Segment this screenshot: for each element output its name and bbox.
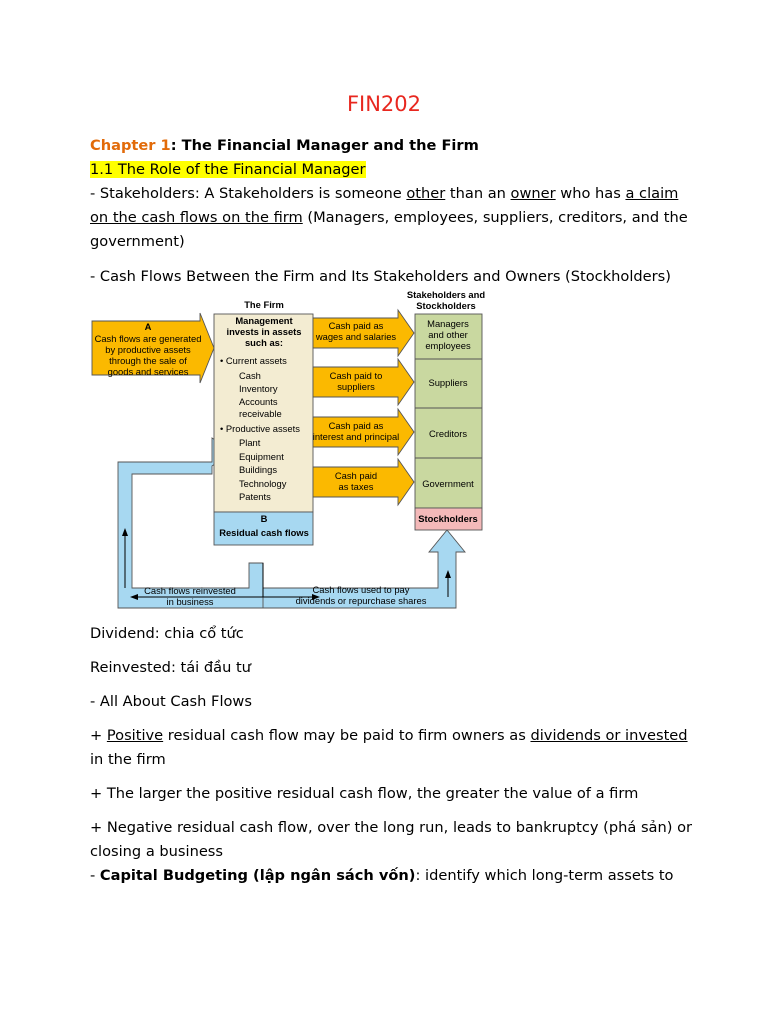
payment-wages-2: wages and salaries — [315, 331, 397, 342]
text-run-underlined: dividends or invested — [530, 727, 688, 744]
payment-taxes-2: as taxes — [338, 481, 374, 492]
stakeholder-managers-1: Managers — [427, 318, 469, 329]
text-run-underlined: Positive — [106, 727, 164, 744]
page-title: FIN202 — [346, 92, 422, 116]
current-item-accounts: Accounts — [239, 396, 278, 407]
stockholders-label: Stockholders — [418, 513, 478, 524]
arrow-a-line-4: goods and services — [107, 366, 189, 377]
negative-line-2: closing a business — [90, 843, 224, 860]
stakeholder-managers-2: and other — [428, 329, 468, 340]
productive-item-buildings: Buildings — [239, 464, 278, 475]
stakeholders-line-3 — [90, 232, 690, 252]
payment-taxes-1: Cash paid — [334, 470, 378, 481]
text-run-underlined: other — [406, 185, 446, 202]
text-run: - Stakeholders: A Stakeholders is someone — [90, 185, 407, 202]
productive-item-plant: Plant — [239, 437, 261, 448]
stakeholders-header-2: Stockholders — [416, 300, 476, 311]
dividends-label-2: dividends or repurchase shares — [295, 595, 427, 606]
text-run-bold: Capital Budgeting (lập ngân sách vốn) — [99, 867, 416, 884]
stakeholder-managers-3: employees — [425, 340, 471, 351]
payment-interest-1: Cash paid as — [328, 420, 384, 431]
payment-wages-1: Cash paid as — [328, 320, 384, 331]
text-run: : identify which long-term assets to — [415, 867, 674, 884]
negative-line-1: + Negative residual cash flow, over the long run, leads to bankruptcy (phá sản) or — [90, 819, 692, 836]
current-item-receivable: receivable — [239, 408, 282, 419]
text-run: + — [90, 727, 107, 744]
reinvest-label-1: Cash flows reinvested — [144, 585, 236, 596]
management-line-2: invests in assets — [226, 326, 302, 337]
current-item-inventory: Inventory — [239, 383, 278, 394]
dividend-line: Dividend: chia cổ tức — [90, 625, 244, 642]
b-label: B — [260, 513, 268, 524]
larger-line: + The larger the positive residual cash flow, the greater the value of a firm — [90, 785, 639, 802]
residual-label: Residual cash flows — [219, 527, 309, 538]
stakeholder-creditors: Creditors — [428, 428, 468, 439]
section-heading — [90, 160, 690, 180]
stakeholder-suppliers: Suppliers — [428, 377, 468, 388]
text-run: who has — [555, 185, 626, 202]
chapter-number: Chapter 1 — [90, 137, 171, 154]
arrow-a-line-3: through the sale of — [109, 355, 187, 366]
text-run: (Managers, employees, suppliers, creditors, and the — [302, 209, 688, 226]
text-run-underlined: a claim — [625, 185, 679, 202]
reinvest-label-2: in business — [166, 596, 214, 607]
chapter-title: : The Financial Manager and the Firm — [170, 137, 479, 154]
text-run: government) — [90, 233, 185, 250]
arrow-a-line-2: by productive assets — [105, 344, 191, 355]
firm-header: The Firm — [244, 299, 284, 310]
chapter-heading — [90, 136, 690, 156]
stakeholder-government: Government — [422, 478, 474, 489]
text-run-underlined: owner — [510, 185, 556, 202]
capital-budgeting-line — [90, 866, 690, 886]
text-run: residual cash flow may be paid to firm owners as — [163, 727, 531, 744]
stakeholders-line-2 — [90, 208, 690, 228]
arrow-a-line-1: Cash flows are generated — [94, 333, 202, 344]
productive-assets-label: • Productive assets — [220, 423, 300, 434]
productive-item-equipment: Equipment — [239, 451, 284, 462]
current-assets-label: • Current assets — [220, 355, 287, 366]
management-line-3: such as: — [244, 337, 284, 348]
productive-item-patents: Patents — [239, 491, 271, 502]
cash-flow-diagram — [88, 286, 492, 614]
positive-line-1 — [90, 726, 690, 746]
productive-item-technology: Technology — [239, 478, 287, 489]
current-item-cash: Cash — [239, 370, 261, 381]
payment-interest-2: interest and principal — [312, 431, 400, 442]
cash-flows-heading: - Cash Flows Between the Firm and Its Stakeholders and Owners (Stockholders) — [90, 268, 671, 285]
arrow-a-label: A — [144, 321, 152, 332]
reinvested-line: Reinvested: tái đầu tư — [90, 659, 251, 676]
payment-suppliers-1: Cash paid to — [329, 370, 383, 381]
text-run-underlined: on the cash flows on the firm — [90, 209, 303, 226]
section-title: 1.1 The Role of the Financial Manager — [90, 161, 366, 178]
stakeholders-header-1: Stakeholders and — [406, 289, 486, 300]
text-run: - — [90, 867, 100, 884]
text-run: than an — [445, 185, 511, 202]
positive-line-2: in the firm — [90, 751, 166, 768]
payment-suppliers-2: suppliers — [337, 381, 375, 392]
all-about-line: - All About Cash Flows — [90, 693, 252, 710]
dividends-label-1: Cash flows used to pay — [312, 584, 410, 595]
management-line-1: Management — [235, 315, 293, 326]
stakeholders-line-1 — [90, 184, 690, 204]
